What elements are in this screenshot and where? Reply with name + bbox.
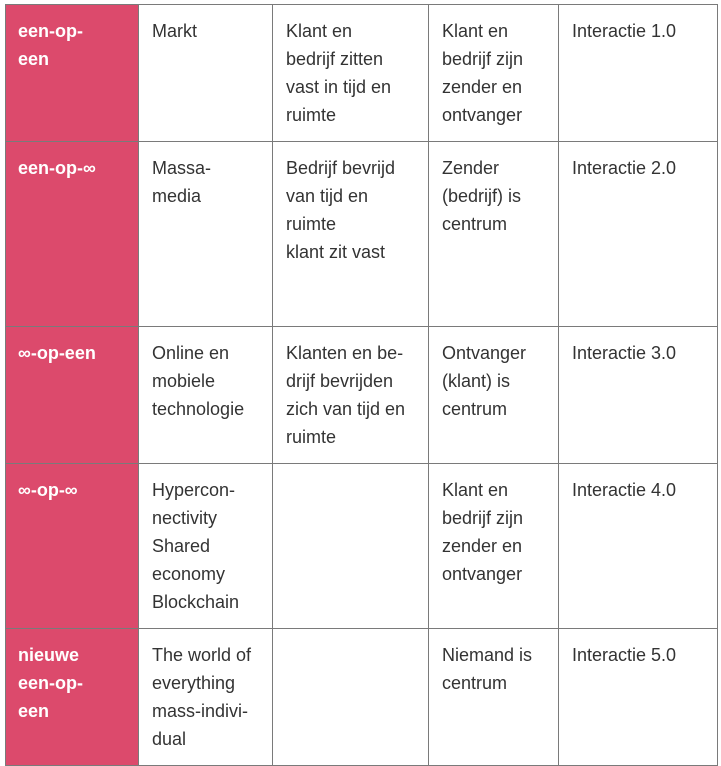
interaction-table (5, 4, 718, 766)
time-space-cell: Klant en bedrijf zitten vast in tijd en ruimte (273, 5, 429, 142)
channel-cell: Hypercon- nectivity Shared economy Blockchain (139, 464, 273, 629)
table-row (6, 5, 718, 142)
interaction-version-cell: Interactie 4.0 (559, 464, 718, 629)
time-space-cell (273, 629, 429, 766)
row-label: ∞-op-een (6, 327, 139, 464)
table-row (6, 327, 718, 464)
channel-cell: Massa- media (139, 142, 273, 327)
row-label: nieuwe een-op- een (6, 629, 139, 766)
interaction-version-cell: Interactie 2.0 (559, 142, 718, 327)
interaction-version-cell: Interactie 1.0 (559, 5, 718, 142)
channel-cell: Markt (139, 5, 273, 142)
row-label: ∞-op-∞ (6, 464, 139, 629)
time-space-cell: Bedrijf bevrijd van tijd en ruimte klant zit vast (273, 142, 429, 327)
channel-cell: The world of everything mass-indivi- dual (139, 629, 273, 766)
interaction-version-cell: Interactie 3.0 (559, 327, 718, 464)
sender-receiver-cell: Klant en bedrijf zijn zender en ontvanger (429, 5, 559, 142)
sender-receiver-cell: Niemand is centrum (429, 629, 559, 766)
interaction-version-cell: Interactie 5.0 (559, 629, 718, 766)
table-row (6, 142, 718, 327)
row-label: een-op- een (6, 5, 139, 142)
channel-cell: Online en mobiele technologie (139, 327, 273, 464)
time-space-cell (273, 464, 429, 629)
table-row (6, 464, 718, 629)
sender-receiver-cell: Ontvanger (klant) is centrum (429, 327, 559, 464)
sender-receiver-cell: Klant en bedrijf zijn zender en ontvanger (429, 464, 559, 629)
table-row (6, 629, 718, 766)
time-space-cell: Klanten en be- drijf bevrijden zich van tijd en ruimte (273, 327, 429, 464)
sender-receiver-cell: Zender (bedrijf) is centrum (429, 142, 559, 327)
row-label: een-op-∞ (6, 142, 139, 327)
